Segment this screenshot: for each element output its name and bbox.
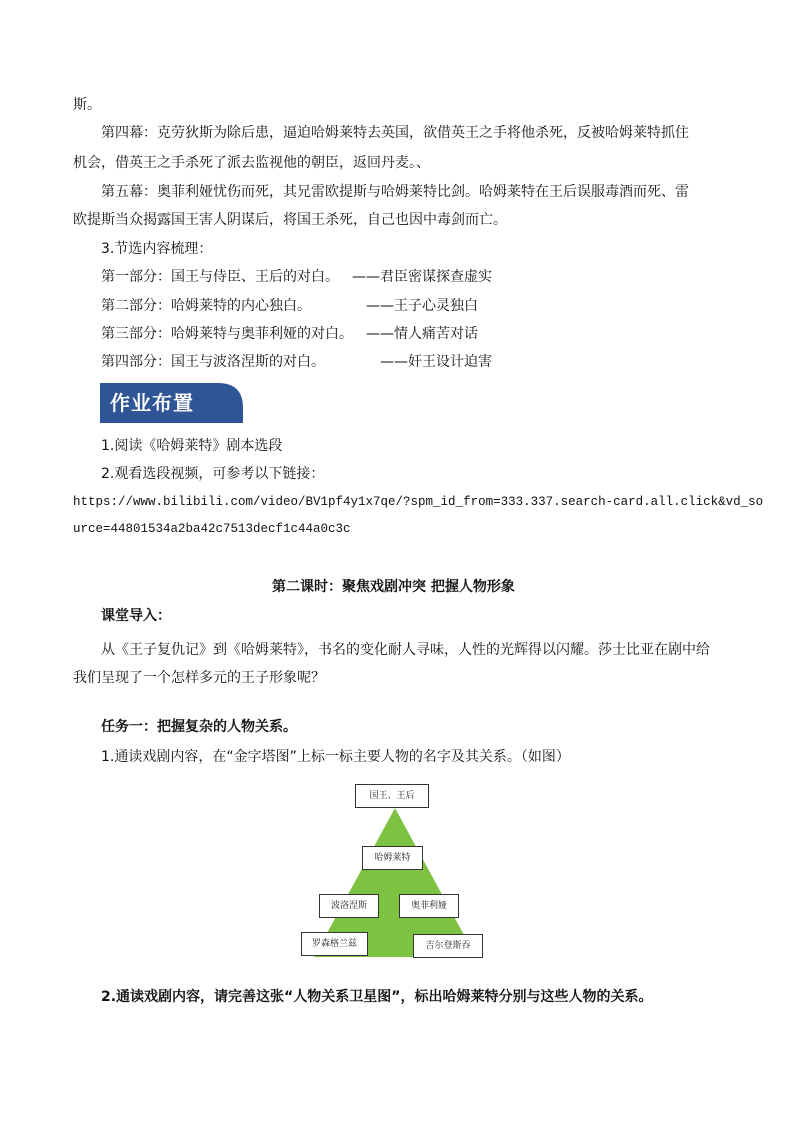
outline-part-3-summary: ——情人痛苦对话 — [366, 326, 478, 342]
homework-banner-title: 作业布置 — [110, 391, 194, 415]
intro-heading: 课堂导入： — [101, 608, 171, 624]
homework-item-2: 2.观看选段视频，可参考以下链接： — [101, 466, 325, 482]
outline-part-4-label: 第四部分：国王与波洛涅斯的对白。 — [101, 354, 325, 370]
pyramid-node-bottom-right: 吉尔登斯吞 — [413, 934, 483, 958]
video-link-line2[interactable]: urce=44801534a2ba42c7513decf1c44a0c3c — [73, 522, 351, 536]
intro-line2: 我们呈现了一个怎样多元的王子形象呢？ — [73, 670, 325, 686]
pyramid-node-bottom-left: 罗森格兰兹 — [301, 932, 368, 956]
intro-line1: 从《王子复仇记》到《哈姆莱特》，书名的变化耐人寻味，人性的光辉得以闪耀。莎士比亚在剧中给 — [101, 642, 710, 658]
act5-line1: 第五幕：奥菲利娅忧伤而死，其兄雷欧提斯与哈姆莱特比剑。哈姆莱特在王后误服毒酒而死、雷 — [101, 184, 689, 200]
pyramid-node-right: 奥菲利娅 — [399, 894, 459, 918]
homework-banner — [100, 383, 243, 423]
outline-part-1-summary: ——君臣密谋探查虚实 — [352, 269, 492, 285]
outline-part-2-summary: ——王子心灵独白 — [366, 298, 478, 314]
pyramid-node-left: 波洛涅斯 — [319, 894, 379, 918]
task1-heading: 任务一：把握复杂的人物关系。 — [101, 719, 297, 735]
homework-item-1: 1.阅读《哈姆莱特》剧本选段 — [101, 438, 283, 454]
pyramid-diagram — [295, 782, 495, 962]
act5-line2: 欧提斯当众揭露国王害人阴谋后，将国王杀死，自己也因中毒剑而亡。 — [73, 212, 507, 228]
outline-part-4-summary: ——奸王设计迫害 — [380, 354, 492, 370]
pyramid-node-middle: 哈姆莱特 — [362, 846, 423, 870]
task1-item1: 1.通读戏剧内容，在“金字塔图”上标一标主要人物的名字及其关系。（如图） — [101, 749, 570, 765]
pyramid-node-top: 国王、王后 — [355, 784, 429, 808]
video-link-line1[interactable]: https://www.bilibili.com/video/BV1pf4y1x7qe/?spm_id_from=333.337.search-card.all.click&vd_so — [73, 495, 764, 509]
outline-part-3-label: 第三部分：哈姆莱特与奥菲利娅的对白。 — [101, 326, 353, 342]
outline-part-2-label: 第二部分：哈姆莱特的内心独白。 — [101, 298, 311, 314]
lesson2-title: 第二课时：聚焦戏剧冲突 把握人物形象 — [272, 579, 515, 595]
act4-line2: 机会，借英王之手杀死了派去监视他的朝臣，返回丹麦。、 — [73, 155, 430, 171]
outline-heading: 3.节选内容梳理： — [101, 241, 213, 257]
outline-part-1-label: 第一部分：国王与侍臣、王后的对白。 — [101, 269, 339, 285]
act4-line1: 第四幕：克劳狄斯为除后患，逼迫哈姆莱特去英国，欲借英王之手将他杀死，反被哈姆莱特抓住 — [101, 125, 689, 141]
task1-item2: 2.通读戏剧内容，请完善这张“人物关系卫星图”，标出哈姆莱特分别与这些人物的关系。 — [101, 989, 653, 1005]
plot-tail: 斯。 — [73, 97, 101, 113]
